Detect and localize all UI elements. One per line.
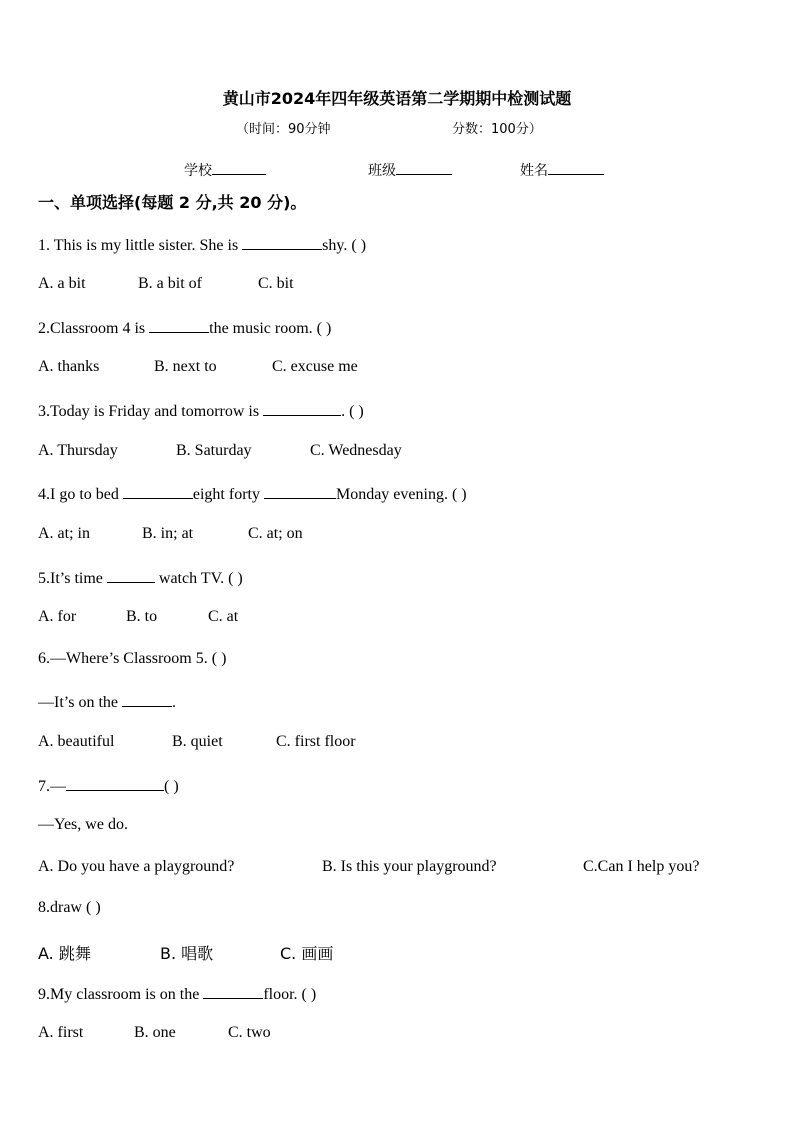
option-a: A. thanks [38, 358, 100, 375]
question-8: 8.draw ( ) [38, 899, 101, 916]
option-c: C. excuse me [272, 358, 358, 375]
question-text: 7.— [38, 778, 66, 795]
option-c: C. at; on [248, 525, 303, 542]
name-label: 姓名 [520, 163, 548, 179]
option-b: B. 唱歌 [160, 944, 214, 963]
option-b: B. Saturday [176, 442, 252, 459]
question-text: eight forty [192, 486, 264, 503]
question-text: —It’s on the [38, 694, 122, 711]
class-blank [396, 160, 452, 175]
name-blank [548, 160, 604, 175]
option-a: A. at; in [38, 525, 90, 542]
answer-blank [149, 317, 209, 333]
option-b: B. a bit of [138, 275, 202, 292]
question-text: watch TV. ( ) [154, 570, 243, 587]
question-text: 2.Classroom 4 is [38, 320, 150, 337]
option-c: C. Wednesday [310, 442, 402, 459]
question-3 [38, 400, 364, 421]
question-9 [38, 983, 316, 1004]
option-c: C. bit [258, 275, 294, 292]
question-5 [38, 567, 243, 588]
answer-blank [123, 483, 193, 499]
option-c: C. 画画 [280, 944, 334, 963]
option-a: A. for [38, 608, 77, 625]
option-a: A. Do you have a playground? [38, 858, 235, 875]
question-text: . ( ) [341, 403, 364, 420]
question-text: . [172, 694, 176, 711]
question-text: the music room. ( ) [209, 320, 332, 337]
question-6-reply [38, 691, 176, 712]
answer-blank [122, 691, 172, 707]
answer-blank [203, 983, 263, 999]
question-text: 5.It’s time [38, 570, 107, 587]
question-text: Monday evening. ( ) [335, 486, 467, 503]
option-a: A. 跳舞 [38, 944, 91, 963]
exam-time: （时间：90分钟 [236, 122, 331, 137]
question-text: 4.I go to bed [38, 486, 123, 503]
question-text: 1. This is my little sister. She is [38, 237, 243, 254]
option-c: C. two [228, 1024, 271, 1041]
section-heading: 一、单项选择(每题 2 分,共 20 分)。 [38, 193, 307, 212]
answer-blank [263, 400, 341, 416]
question-2 [38, 317, 331, 338]
option-c: C. first floor [276, 733, 356, 750]
question-text: 3.Today is Friday and tomorrow is [38, 403, 264, 420]
option-b: B. one [134, 1024, 176, 1041]
option-a: A. first [38, 1024, 84, 1041]
option-c: C.Can I help you? [583, 858, 700, 875]
answer-blank [66, 775, 164, 791]
option-c: C. at [208, 608, 239, 625]
option-b: B. in; at [142, 525, 194, 542]
answer-blank [264, 483, 336, 499]
answer-blank [107, 567, 155, 583]
question-text: floor. ( ) [263, 986, 317, 1003]
option-a: A. Thursday [38, 442, 118, 459]
class-label: 班级 [368, 163, 396, 179]
question-6: 6.—Where’s Classroom 5. ( ) [38, 650, 227, 667]
answer-blank [242, 234, 322, 250]
school-label: 学校 [184, 163, 212, 179]
option-b: B. to [126, 608, 158, 625]
exam-title: 黄山市2024年四年级英语第二学期期中检测试题 [222, 89, 572, 108]
question-7 [38, 775, 179, 796]
school-blank [212, 160, 266, 175]
question-text: shy. ( ) [322, 237, 367, 254]
question-text: ( ) [164, 778, 179, 795]
question-7-reply: —Yes, we do. [38, 816, 128, 833]
option-a: A. a bit [38, 275, 86, 292]
option-a: A. beautiful [38, 733, 115, 750]
question-4 [38, 483, 467, 504]
option-b: B. Is this your playground? [322, 858, 497, 875]
question-1 [38, 234, 366, 255]
option-b: B. quiet [172, 733, 223, 750]
question-text: 9.My classroom is on the [38, 986, 204, 1003]
option-b: B. next to [154, 358, 217, 375]
exam-score: 分数：100分） [452, 122, 542, 137]
